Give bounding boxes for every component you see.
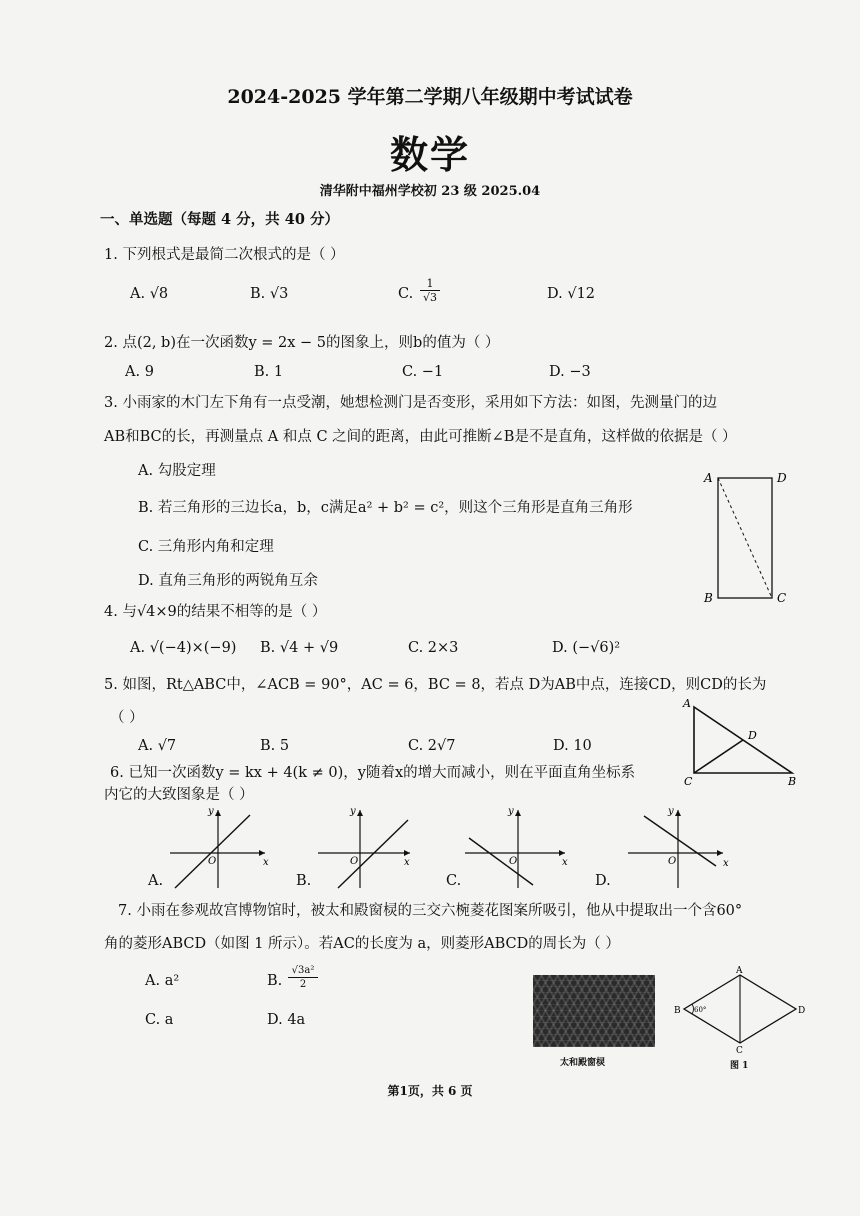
function-line [175,815,250,888]
q1-option-a: A. √8 [130,286,169,302]
q7-stem-line1: 7. 小雨在参观故宫博物馆时，被太和殿窗棂的三交六椀菱花图案所吸引，他从中提取出一个含60° [118,903,743,919]
triangle-label-d: D [748,729,757,742]
function-line [469,838,533,885]
q6-option-b: B. [296,873,312,889]
q3-option-a: A. 勾股定理 [138,463,216,479]
door-label-b: B [704,591,713,605]
q4-stem: 4. 与√4×9的结果不相等的是（ ） [104,604,327,620]
y-axis-arrow [515,810,521,816]
q5-option-c: C. 2√7 [408,738,456,754]
rhombus-label-c: C [736,1046,743,1056]
x-axis-arrow [404,850,410,856]
q6-stem-line1: 6. 已知一次函数y = kx + 4(k ≠ 0)，y随着x的增大而减小，则在平面直角坐标系 [110,765,636,781]
q2-option-d: D. −3 [549,364,591,380]
triangle-label-b: B [788,775,797,788]
triangle-label-c: C [684,775,693,788]
q1-stem: 1. 下列根式是最简二次根式的是（ ） [104,247,345,263]
triangle-label-a: A [683,697,691,710]
function-line [644,816,716,866]
q7-option-b: B. [267,973,283,989]
q2-stem: 2. 点(2, b)在一次函数y = 2x − 5的图象上，则b的值为（ ） [104,335,500,351]
fraction-numerator: √3a² [291,965,315,976]
x-label: x [723,858,729,869]
figure-caption: 图 1 [730,1061,749,1071]
y-axis-arrow [215,810,221,816]
q1-option-b: B. √3 [250,286,289,302]
q7-stem-line2: 角的菱形ABCD（如图 1 所示）。若AC的长度为 a，则菱形ABCD的周长为（ ） [104,936,620,952]
function-line [338,820,408,888]
q3-option-c: C. 三角形内角和定理 [138,539,274,555]
y-axis-arrow [675,810,681,816]
q5-stem-line1: 5. 如图，Rt△ABC中，∠ACB = 90°，AC = 6，BC = 8，若点 D为AB中点，连接CD，则CD的长为 [104,677,767,693]
q6-option-c: C. [446,873,462,889]
fraction-denominator: √3 [420,290,440,304]
photo-caption: 太和殿窗棂 [560,1058,606,1068]
page-footer: 第1页，共 6 页 [387,1084,473,1098]
q4-option-b: B. √4 + √9 [260,640,339,656]
section-heading: 一、单选题（每题 4 分，共 40 分） [100,211,339,228]
y-label: y [350,806,356,817]
q1-option-d: D. √12 [547,286,596,302]
q5-option-a: A. √7 [138,738,177,754]
graph-b [318,800,428,890]
y-label: y [208,806,214,817]
triangle-figure [680,695,810,790]
origin-label: O [668,856,677,867]
graph-c [465,800,575,890]
q4-option-c: C. 2×3 [408,640,459,656]
x-axis-arrow [717,850,723,856]
x-axis-arrow [259,850,265,856]
y-label: y [668,806,674,817]
q2-option-a: A. 9 [125,364,154,380]
q3-option-b: B. 若三角形的三边长a，b，c满足a² + b² = c²，则这个三角形是直角三角形 [138,500,633,516]
q4-option-a: A. √(−4)×(−9) [130,640,237,656]
origin-label: O [208,856,217,867]
origin-label: O [509,856,518,867]
door-label-a: A [704,471,713,485]
x-axis-arrow [559,850,565,856]
q6-option-d: D. [595,873,611,889]
q5-stem-line2: （ ） [110,710,144,726]
x-label: x [562,857,568,868]
q2-option-b: B. 1 [254,364,284,380]
q7-option-b-fraction [288,964,318,991]
rhombus-label-a: A [736,966,743,976]
door-diagonal [718,478,772,598]
subject-title: 数学 [389,132,470,177]
q1-option-c: C. [398,286,414,302]
door-label-c: C [777,591,787,605]
x-label: x [404,857,410,868]
rhombus-label-b: B [674,1006,681,1016]
q7-option-d: D. 4a [267,1012,306,1028]
angle-label: 60° [694,1006,707,1014]
q2-option-c: C. −1 [402,364,444,380]
q5-option-b: B. 5 [260,738,290,754]
exam-title: 2024-2025 学年第二学期八年级期中考试试卷 [227,86,633,108]
q1-option-c-fraction [420,277,440,304]
window-lattice-photo [533,975,655,1047]
fraction-denominator: 2 [288,977,318,991]
q6-stem-line2: 内它的大致图象是（ ） [104,787,254,803]
q3-stem-line2: AB和BC的长，再测量点 A 和点 C 之间的距离，由此可推断∠B是不是直角，这样做的依据是（ ） [104,429,737,445]
segment-cd [694,740,743,773]
fraction-numerator: 1 [426,277,434,290]
rhombus-label-d: D [798,1006,806,1016]
door-figure [700,468,800,608]
school-line: 清华附中福州学校初 23 级 2025.04 [319,184,541,199]
q7-option-c: C. a [145,1012,174,1028]
q3-option-d: D. 直角三角形的两锐角互余 [138,573,318,589]
q3-stem-line1: 3. 小雨家的木门左下角有一点受潮，她想检测门是否变形，采用如下方法：如图，先测量门的边 [104,395,717,411]
y-label: y [508,806,514,817]
q6-option-a: A. [148,873,164,889]
origin-label: O [350,856,359,867]
rhombus-figure [672,965,812,1055]
graph-d [628,800,738,890]
door-label-d: D [777,471,787,485]
q5-option-d: D. 10 [553,738,592,754]
y-axis-arrow [357,810,363,816]
q4-option-d: D. (−√6)² [552,640,621,656]
x-label: x [263,857,269,868]
graph-a [170,800,280,890]
q7-option-a: A. a² [145,973,180,989]
